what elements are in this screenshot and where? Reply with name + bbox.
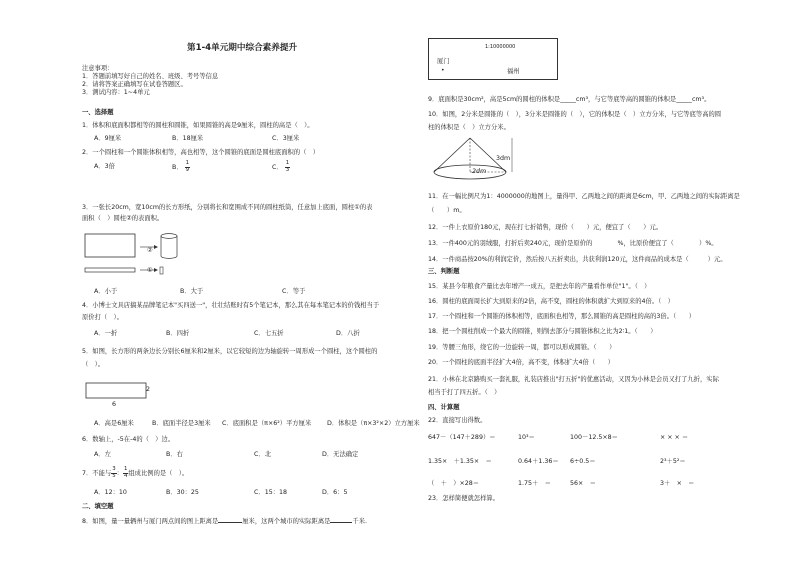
question-21-line-2: 相当于打了四五折。（ ） [428, 389, 501, 396]
q7-colon: ： [116, 470, 123, 477]
q7-option-a: A．12：10 [94, 489, 127, 496]
q3-figure-label-1: ① [147, 267, 153, 274]
question-10-line-1: 10．如图，2分米是圆锥的（ ），3分米是圆锥的（ ），它的体积是（ ）立方分米，与它等底等高的圆 [428, 111, 722, 118]
q2-option-c-label: C． [272, 164, 283, 171]
q5-option-c: C．底面积是（π×6²）平方厘米 [222, 420, 312, 427]
question-6: 6．数轴上，-5在-4的（ ）边。 [82, 436, 175, 443]
question-11-line-2: （ ）m。 [428, 207, 466, 214]
q1-option-a: A．9厘米 [94, 135, 122, 142]
q2-option-a: A．3倍 [94, 163, 115, 170]
calc-item: 10³＝ [518, 434, 535, 441]
q2-option-c-fraction: $\frac{1}{3}$ [285, 160, 290, 173]
q6-option-a: A．左 [94, 451, 111, 458]
question-21-line-1: 21．小林在北京路购买一套礼服，礼装店推出"打五折"的优惠活动，又因为小林是会员又打了九折，实际 [428, 376, 719, 383]
question-2: 2．一个圆柱和一个圆锥体积相等，高也相等，这个圆锥的底面是圆柱底面积的（ ） [82, 149, 319, 156]
note-item: 3．测试内容：1~4单元 [82, 89, 150, 96]
question-17: 17．一个圆柱和一个圆锥的体积相等，底面积也相等，那么圆锥的高是圆柱的高的3倍。（ ） [428, 313, 696, 320]
q8-answer-blank-2[interactable] [330, 516, 352, 523]
calc-item: 3＋ × ＝ [660, 480, 695, 487]
section-heading-judge: 三、判断题 [428, 268, 460, 275]
map-figure [428, 38, 558, 80]
calc-item: 647－（147＋289）＝ [428, 434, 496, 441]
calc-item: 56× ＝ [570, 480, 596, 487]
calc-item: 1.35× ＋1.35× ＝ [428, 458, 492, 465]
question-15: 15．某县今年粮食产量比去年增产一成五，是把去年的产量看作单位"1"。（ ） [428, 283, 651, 290]
q8-prefix: 8．如图，量一量辆州与厦门两点间的图上距离是 [82, 518, 219, 525]
question-16: 16．圆柱的底面周长扩大到原来的2倍，高不变，圆柱的体积就扩大到原来的4倍。（ ） [428, 298, 674, 305]
q1-option-b: B．18厘米 [172, 135, 204, 142]
note-item: 2．请将答案正确填写在试卷答题区。 [82, 81, 187, 88]
q7-fraction-1: $\frac{3}{5}$ [112, 466, 116, 479]
question-18: 18．把一个圆柱削成一个最大的圆锥，则削去部分与圆锥体积之比为2∶1。（ ） [428, 328, 657, 335]
q2-option-b-fraction: $\frac{1}{9}$ [185, 160, 190, 173]
question-4-line-1: 4．小博士文具店搞某品牌笔记本"买四送一"，壮壮结账时有5个笔记本，那么其在每本笔记本的价钱相当于 [82, 302, 380, 309]
q4-option-d: D．八折 [336, 330, 360, 337]
q7-option-b: B．30：25 [166, 489, 199, 496]
q3-option-c: C．等于 [282, 288, 306, 295]
q8-middle: 厘米，这两个城市的实际距离是 [242, 518, 331, 525]
q8-suffix: 千米. [352, 518, 368, 525]
calc-item: 6÷0.5＝ [570, 458, 596, 465]
q4-option-b: B．四折 [166, 330, 190, 337]
q2-option-b [172, 161, 190, 173]
q5-side-label-height: 2 [146, 386, 151, 393]
cone-radius-label: 2dm [472, 168, 487, 175]
map-city-xiamen: 厦门 [437, 58, 450, 65]
q7-suffix: 组成比例的是（ ）。 [128, 470, 189, 477]
question-9: 9．底面积是30cm²，高是5cm的圆柱的体积是_____cm³，与它等底等高的圆锥的体积是_____cm³。 [428, 96, 711, 103]
q3-figure-label-2: ② [147, 247, 153, 254]
note-item: 1．答题前填写好自己的姓名、班级、考号等信息 [82, 73, 219, 80]
question-23: 23．怎样简便就怎样算。 [428, 495, 499, 502]
calc-item: 0.64＋1.36＝ [518, 458, 559, 465]
notes-heading: 注意事项： [82, 65, 114, 72]
question-20: 20．一个圆柱的底面半径扩大4倍，高不变，体积扩大4倍（ ） [428, 359, 615, 366]
q5-rectangle-figure [85, 382, 151, 400]
question-10-line-2: 柱的体积是（ ）立方分米。 [428, 124, 510, 131]
cone-height-label: 3dm [496, 155, 511, 162]
q8-answer-blank-1[interactable] [218, 516, 242, 523]
q6-option-d: D．无法确定 [322, 451, 359, 458]
map-city-fuzhou: 福州 [507, 68, 520, 75]
q5-option-d: D．体积是（π×3²×2）立方厘米 [327, 420, 420, 427]
q6-option-b: B．右 [166, 451, 183, 458]
q3-paper-figure [84, 228, 194, 284]
q7-prefix: 7．不能与 [82, 470, 112, 477]
map-point-xiamen: • [441, 67, 445, 74]
question-19: 19．等腰三角形，绕它的一边旋转一周，都可以形成圆锥。（ ） [428, 344, 616, 351]
question-3-line-2: 面积（ ）圆柱②的表面积。 [82, 215, 164, 222]
section-heading-fill: 二、填空题 [82, 503, 114, 510]
question-7 [82, 467, 188, 479]
question-4-line-2: 原价打（ ）。 [82, 314, 123, 321]
q4-option-c: C．七五折 [254, 330, 284, 337]
question-5-line-1: 5．如图，长方形的两条边长分别长6厘米和2厘米，以它较短的边为轴旋转一周形成一个圆柱，这个圆柱的 [82, 348, 378, 355]
calc-item: 100－12.5×8＝ [570, 434, 618, 441]
q3-option-a: A．小于 [94, 288, 118, 295]
q5-option-a: A．高是6厘米 [94, 420, 134, 427]
q7-option-d: D．6：5 [322, 489, 348, 496]
question-3-line-1: 3．一张长20cm，宽10cm的长方形纸，分别将长和宽围成不同的圆柱纸筒，任意加上底面，圆柱①的表 [82, 204, 373, 211]
question-13: 13．一件400元的羽绒服，打折后卖240元，现价是原价的 %，比原价便宜了（ ）%。 [428, 240, 718, 247]
calc-item: 1.75＋ ＝ [518, 480, 551, 487]
q7-option-c: C．15：18 [254, 489, 288, 496]
calc-item: × × × ＝ [660, 434, 689, 441]
section-heading-calc: 四、计算题 [428, 404, 460, 411]
q2-option-b-label: B． [172, 164, 183, 171]
q5-side-label-width: 6 [112, 401, 117, 408]
question-22: 22．直接写出得数。 [428, 417, 487, 424]
question-1: 1．体积和底面积都相等的圆柱和圆锥，如果圆锥的高是9厘米，圆柱的高是（ ）。 [82, 122, 314, 129]
question-11-line-1: 11．在一幅比例尺为1：4000000的地图上，量得甲、乙两地之间的距离是6cm，甲、乙两地之间的实际距离是 [428, 193, 740, 200]
q4-option-a: A．一折 [94, 330, 118, 337]
question-8 [82, 516, 367, 526]
q1-option-c: C．3厘米 [272, 135, 300, 142]
question-12: 12．一件上衣原价180元，现在打七折销售，现价（ ）元，便宜了（ ）元。 [428, 224, 663, 231]
calc-item: （ ＋ ）×28＝ [428, 480, 480, 487]
page-title: 第1-4单元期中综合素养提升 [187, 43, 298, 53]
q6-option-c: C．北 [254, 451, 271, 458]
section-heading-choice: 一、选择题 [82, 109, 114, 116]
q7-fraction-2: $\frac{1}{4}$ [123, 466, 128, 479]
calc-item: 2³＋5²＝ [660, 458, 686, 465]
q2-option-c [272, 161, 290, 173]
q3-option-b: B．大于 [180, 288, 204, 295]
q5-option-b: B．底面半径是3厘米 [152, 420, 211, 427]
question-5-line-2: （ ）。 [82, 361, 105, 368]
question-14: 14．一件商品按20%的利润定价，然后按八五折卖出，共获利润120元，这件商品的成本是（ ）元。 [428, 256, 727, 263]
map-scale: 1:10000000 [485, 44, 516, 50]
